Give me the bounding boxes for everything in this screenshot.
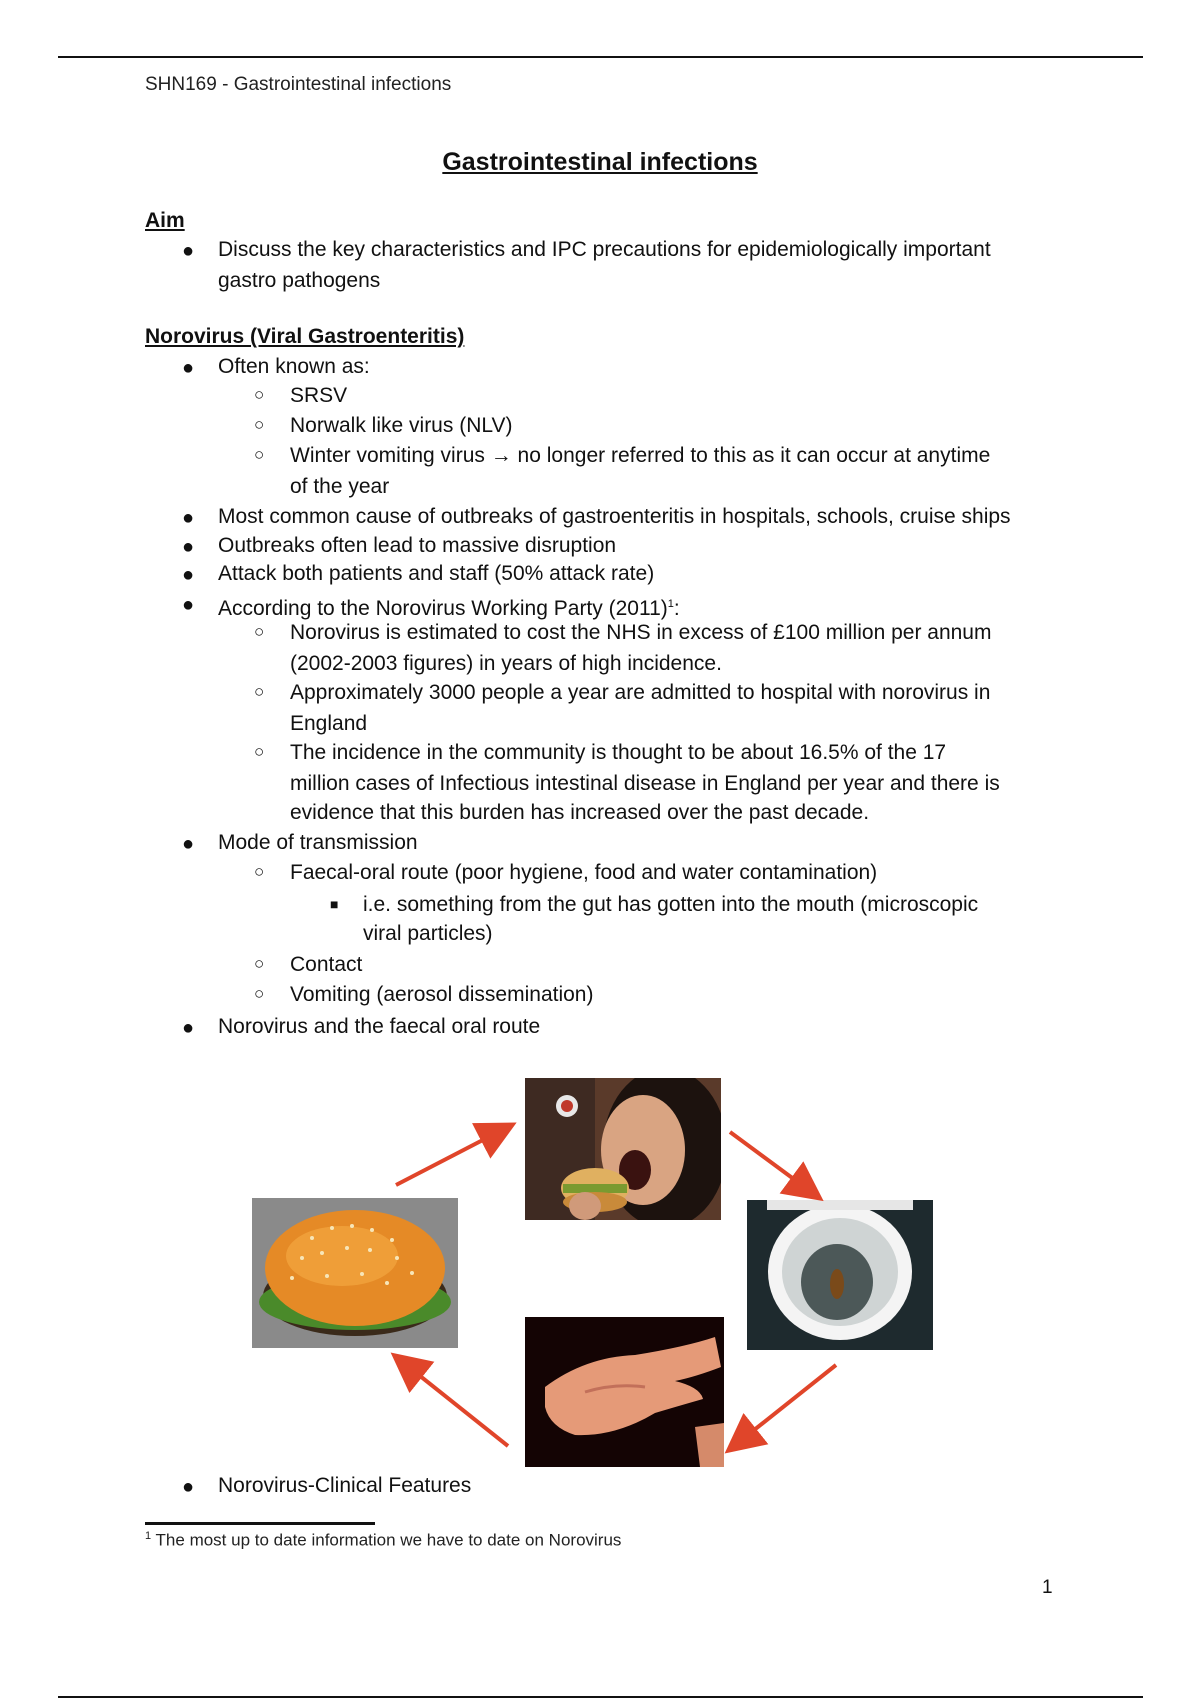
aim-heading: Aim — [145, 209, 185, 232]
norovirus-heading: Norovirus (Viral Gastroenteritis) — [145, 325, 465, 348]
bullet-icon: ● — [182, 1476, 195, 1498]
bullet-text: Most common cause of outbreaks of gastroenteritis in hospitals, schools, cruise ships — [218, 505, 1011, 528]
circle-bullet-icon: ○ — [254, 385, 265, 404]
working-party-item: evidence that this burden has increased over the past decade. — [290, 801, 870, 824]
footnote-number: 1 — [145, 1530, 152, 1542]
circle-bullet-icon: ○ — [254, 415, 265, 434]
arrow-icon — [734, 1365, 836, 1446]
arrow-icon — [730, 1132, 814, 1194]
circle-bullet-icon: ○ — [254, 954, 265, 973]
circle-bullet-icon: ○ — [254, 445, 265, 464]
document-title: Gastrointestinal infections — [442, 148, 758, 176]
working-party-item: Approximately 3000 people a year are admitted to hospital with norovirus in — [290, 681, 991, 704]
transmission-label: Mode of transmission — [218, 831, 418, 854]
working-party-item: million cases of Infectious intestinal disease in England per year and there is — [290, 772, 1000, 795]
bullet-icon: ● — [182, 833, 195, 855]
transmission-item: Vomiting (aerosol dissemination) — [290, 983, 594, 1006]
cycle-arrows — [260, 1050, 940, 1470]
circle-bullet-icon: ○ — [254, 862, 265, 881]
circle-bullet-icon: ○ — [254, 742, 265, 761]
alias-item: of the year — [290, 475, 390, 498]
bullet-text: Norovirus and the faecal oral route — [218, 1015, 541, 1038]
transmission-item: Faecal-oral route (poor hygiene, food and water contamination) — [290, 861, 878, 884]
footnote-rule — [145, 1522, 375, 1525]
circle-bullet-icon: ○ — [254, 622, 265, 641]
bullet-text: Outbreaks often lead to massive disruption — [218, 534, 617, 557]
bullet-icon: ● — [182, 357, 195, 379]
alias-item: Winter vomiting virus → no longer referred to this as it can occur at anytime — [290, 444, 991, 467]
footnote — [145, 1530, 621, 1551]
bullet-icon: ● — [182, 1017, 195, 1039]
footnote-ref: 1 — [667, 598, 674, 610]
working-party-item: The incidence in the community is thought to be about 16.5% of the 17 — [290, 741, 947, 764]
known-as-label: Often known as: — [218, 355, 370, 378]
aim-bullet-line: Discuss the key characteristics and IPC precautions for epidemiologically important — [218, 238, 991, 261]
bullet-icon: ● — [182, 564, 195, 586]
bullet-icon: ● — [182, 240, 195, 262]
bullet-icon: ● — [182, 536, 195, 558]
bullet-text: Attack both patients and staff (50% attack rate) — [218, 562, 655, 585]
alias-item: SRSV — [290, 384, 348, 407]
header-rule — [58, 56, 1143, 58]
working-party-item: England — [290, 712, 368, 735]
transmission-detail: i.e. something from the gut has gotten into the mouth (microscopic — [363, 893, 979, 916]
working-party-item: (2002-2003 figures) in years of high incidence. — [290, 652, 722, 675]
working-party-label: According to the Norovirus Working Party $(2011)^1$: — [218, 597, 680, 620]
running-header: SHN169 - Gastrointestinal infections — [145, 74, 452, 95]
circle-bullet-icon: ○ — [254, 984, 265, 1003]
working-party-item: Norovirus is estimated to cost the NHS in excess of £100 million per annum — [290, 621, 992, 644]
square-bullet-icon: ■ — [330, 896, 339, 912]
faecal-oral-cycle-figure — [260, 1050, 940, 1470]
footer-rule — [58, 1696, 1143, 1698]
arrow-icon — [400, 1360, 508, 1446]
transmission-detail: viral particles) — [363, 922, 493, 945]
bullet-text: Norovirus-Clinical Features — [218, 1474, 472, 1497]
page-number: 1 — [1042, 1577, 1053, 1598]
circle-bullet-icon: ○ — [254, 682, 265, 701]
arrow-icon — [396, 1128, 506, 1185]
bullet-icon: ● — [182, 594, 195, 616]
alias-item: Norwalk like virus (NLV) — [290, 414, 513, 437]
aim-bullet-line: gastro pathogens — [218, 269, 381, 292]
transmission-item: Contact — [290, 953, 363, 976]
bullet-icon: ● — [182, 507, 195, 529]
footnote-text: The most up to date information we have to date on Norovirus — [155, 1530, 622, 1550]
